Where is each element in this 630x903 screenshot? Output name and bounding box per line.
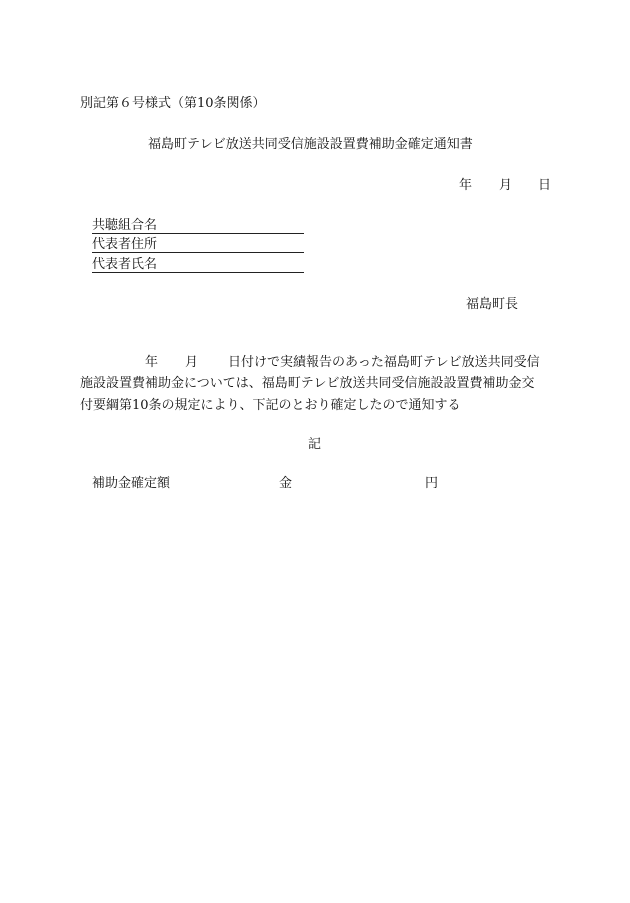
body-month-label: 月 bbox=[185, 355, 199, 370]
union-name-field bbox=[92, 219, 304, 234]
issuer-name: 福島町長 bbox=[466, 297, 519, 312]
union-name-label: 共聴組合名 bbox=[92, 218, 158, 233]
amount-yen-label: 円 bbox=[425, 476, 439, 491]
date-month-label: 月 bbox=[499, 178, 513, 193]
date-year-label: 年 bbox=[459, 178, 473, 193]
form-number-label: 別記第６号様式（第10条関係） bbox=[80, 96, 266, 111]
rep-name-field bbox=[92, 258, 304, 273]
body-text-line-3: 付要綱第10条の規定により、下記のとおり確定したので通知する bbox=[80, 398, 461, 413]
rep-address-field bbox=[92, 238, 304, 253]
rep-address-label: 代表者住所 bbox=[92, 237, 158, 252]
amount-kin-label: 金 bbox=[279, 476, 293, 491]
ki-heading: 記 bbox=[308, 437, 322, 452]
body-year-label: 年 bbox=[145, 355, 159, 370]
body-text-line-1: 日付けで実績報告のあった福島町テレビ放送共同受信 bbox=[228, 355, 540, 370]
date-day-label: 日 bbox=[538, 178, 552, 193]
rep-name-label: 代表者氏名 bbox=[92, 257, 158, 272]
amount-label: 補助金確定額 bbox=[92, 476, 171, 491]
body-text-line-2: 施設設置費補助金については、福島町テレビ放送共同受信施設設置費補助金交 bbox=[80, 376, 535, 391]
document-title: 福島町テレビ放送共同受信施設設置費補助金確定通知書 bbox=[148, 137, 473, 152]
